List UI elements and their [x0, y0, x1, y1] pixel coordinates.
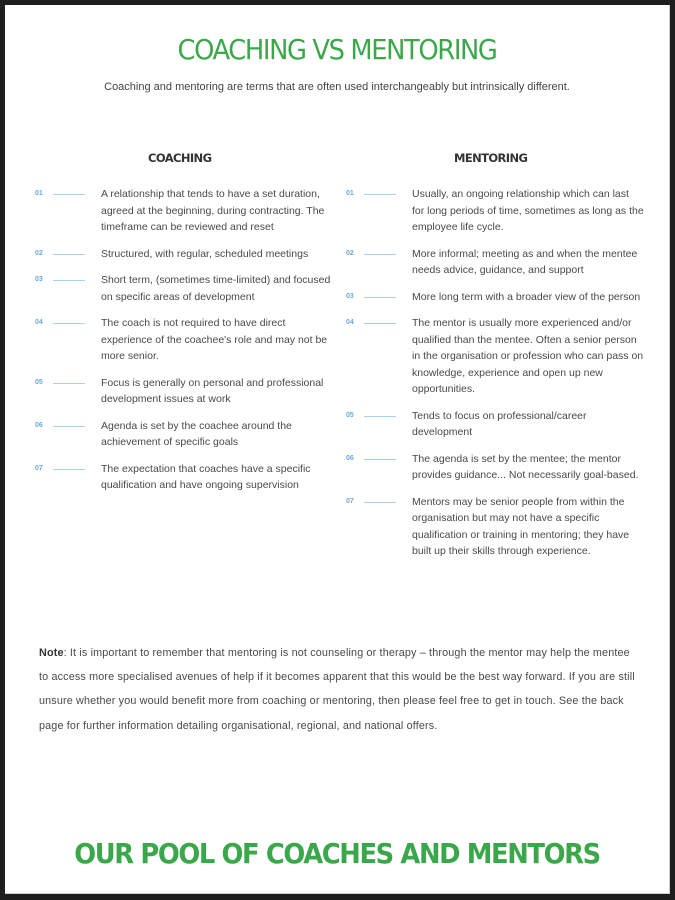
footer-title: OUR POOL OF COACHES AND MENTORS [74, 837, 600, 870]
item-connector-line [364, 297, 396, 298]
item-text: Short term, (sometimes time-limited) and focused on specific areas of development [101, 274, 331, 303]
item-number: 05 [35, 378, 43, 386]
mentoring-item [346, 408, 651, 441]
item-text: The coach is not required to have direct experience of the coachee's role and may not be more senior. [101, 317, 328, 362]
item-number: 06 [346, 454, 354, 462]
item-text: Focus is generally on personal and professional development issues at work [101, 376, 324, 405]
item-number: 07 [35, 464, 43, 472]
item-connector-line [53, 280, 85, 281]
mentoring-item [346, 186, 651, 236]
mentoring-item [346, 494, 651, 560]
mentoring-item [346, 289, 651, 306]
coaching-item [35, 461, 335, 494]
item-connector-line [364, 194, 396, 195]
item-number: 02 [35, 249, 43, 257]
note-label: Note [39, 647, 64, 659]
item-text: Usually, an ongoing relationship which can last for long periods of time, sometimes as long as the employee life cycle. [412, 188, 644, 233]
item-text: Tends to focus on professional/career development [412, 409, 587, 438]
item-number: 04 [346, 319, 354, 326]
item-number: 04 [35, 319, 43, 326]
mentoring-item [346, 315, 651, 398]
coaching-item [35, 375, 335, 408]
item-text: Structured, with regular, scheduled meetings [101, 247, 309, 260]
page-title: COACHING VS MENTORING [177, 33, 497, 66]
item-number: 07 [346, 497, 354, 505]
coaching-item [35, 272, 335, 305]
item-connector-line [53, 194, 85, 195]
mentoring-item [346, 246, 651, 279]
item-text: The expectation that coaches have a specific qualification and have ongoing supervision [101, 462, 311, 491]
item-connector-line [364, 416, 396, 417]
coaching-item [35, 315, 335, 365]
mentoring-item [346, 451, 651, 484]
item-number: 01 [346, 190, 354, 197]
coaching-list [35, 186, 335, 504]
item-text: The agenda is set by the mentee; the mentor provides guidance... Not necessarily goal-based. [412, 452, 639, 481]
item-text: Agenda is set by the coachee around the achievement of specific goals [101, 419, 292, 448]
item-number: 01 [35, 190, 43, 197]
item-text: The mentor is usually more experienced and/or qualified than the mentee. Often a senior person in the organisation or profession who can pass on knowledge, experience and open up new opportunities. [412, 317, 644, 395]
item-connector-line [53, 254, 85, 255]
page-subtitle: Coaching and mentoring are terms that are often used interchangeably but intrinsically different. [104, 81, 570, 93]
item-number: 03 [35, 276, 43, 283]
item-connector-line [53, 426, 85, 427]
mentoring-heading: MENTORING [454, 151, 528, 165]
item-number: 02 [346, 249, 354, 257]
item-connector-line [53, 323, 85, 324]
item-text: A relationship that tends to have a set duration, agreed at the beginning, during contracting. The timeframe can be reviewed and reset [101, 188, 325, 233]
item-number: 03 [346, 292, 354, 300]
item-text: More long term with a broader view of the person [412, 290, 641, 303]
coaching-item [35, 186, 335, 236]
mentoring-list [346, 186, 651, 570]
note-paragraph [39, 641, 641, 738]
item-connector-line [364, 459, 396, 460]
coaching-heading: COACHING [148, 151, 212, 165]
item-number: 05 [346, 411, 354, 419]
coaching-item [35, 246, 335, 263]
item-text: More informal; meeting as and when the mentee needs advice, guidance, and support [412, 247, 638, 276]
item-connector-line [364, 502, 396, 503]
item-number: 06 [35, 421, 43, 429]
document-page [5, 5, 670, 894]
note-text: : It is important to remember that mentoring is not counseling or therapy – through the mentor may help the mentee to access more specialised avenues of help if it becomes apparent that this would be the best way forward. If you are still unsure whether you would benefit more from coaching or mentoring, then please feel free to get in touch. See the back page for further information detailing organisational, regional, and national offers. [39, 647, 635, 732]
item-connector-line [53, 383, 85, 384]
coaching-item [35, 418, 335, 451]
item-connector-line [364, 323, 396, 324]
item-text: Mentors may be senior people from within the organisation but may not have a specific qualification or training in mentoring; they have built up their skills through experience. [412, 495, 630, 557]
item-connector-line [364, 254, 396, 255]
item-connector-line [53, 469, 85, 470]
